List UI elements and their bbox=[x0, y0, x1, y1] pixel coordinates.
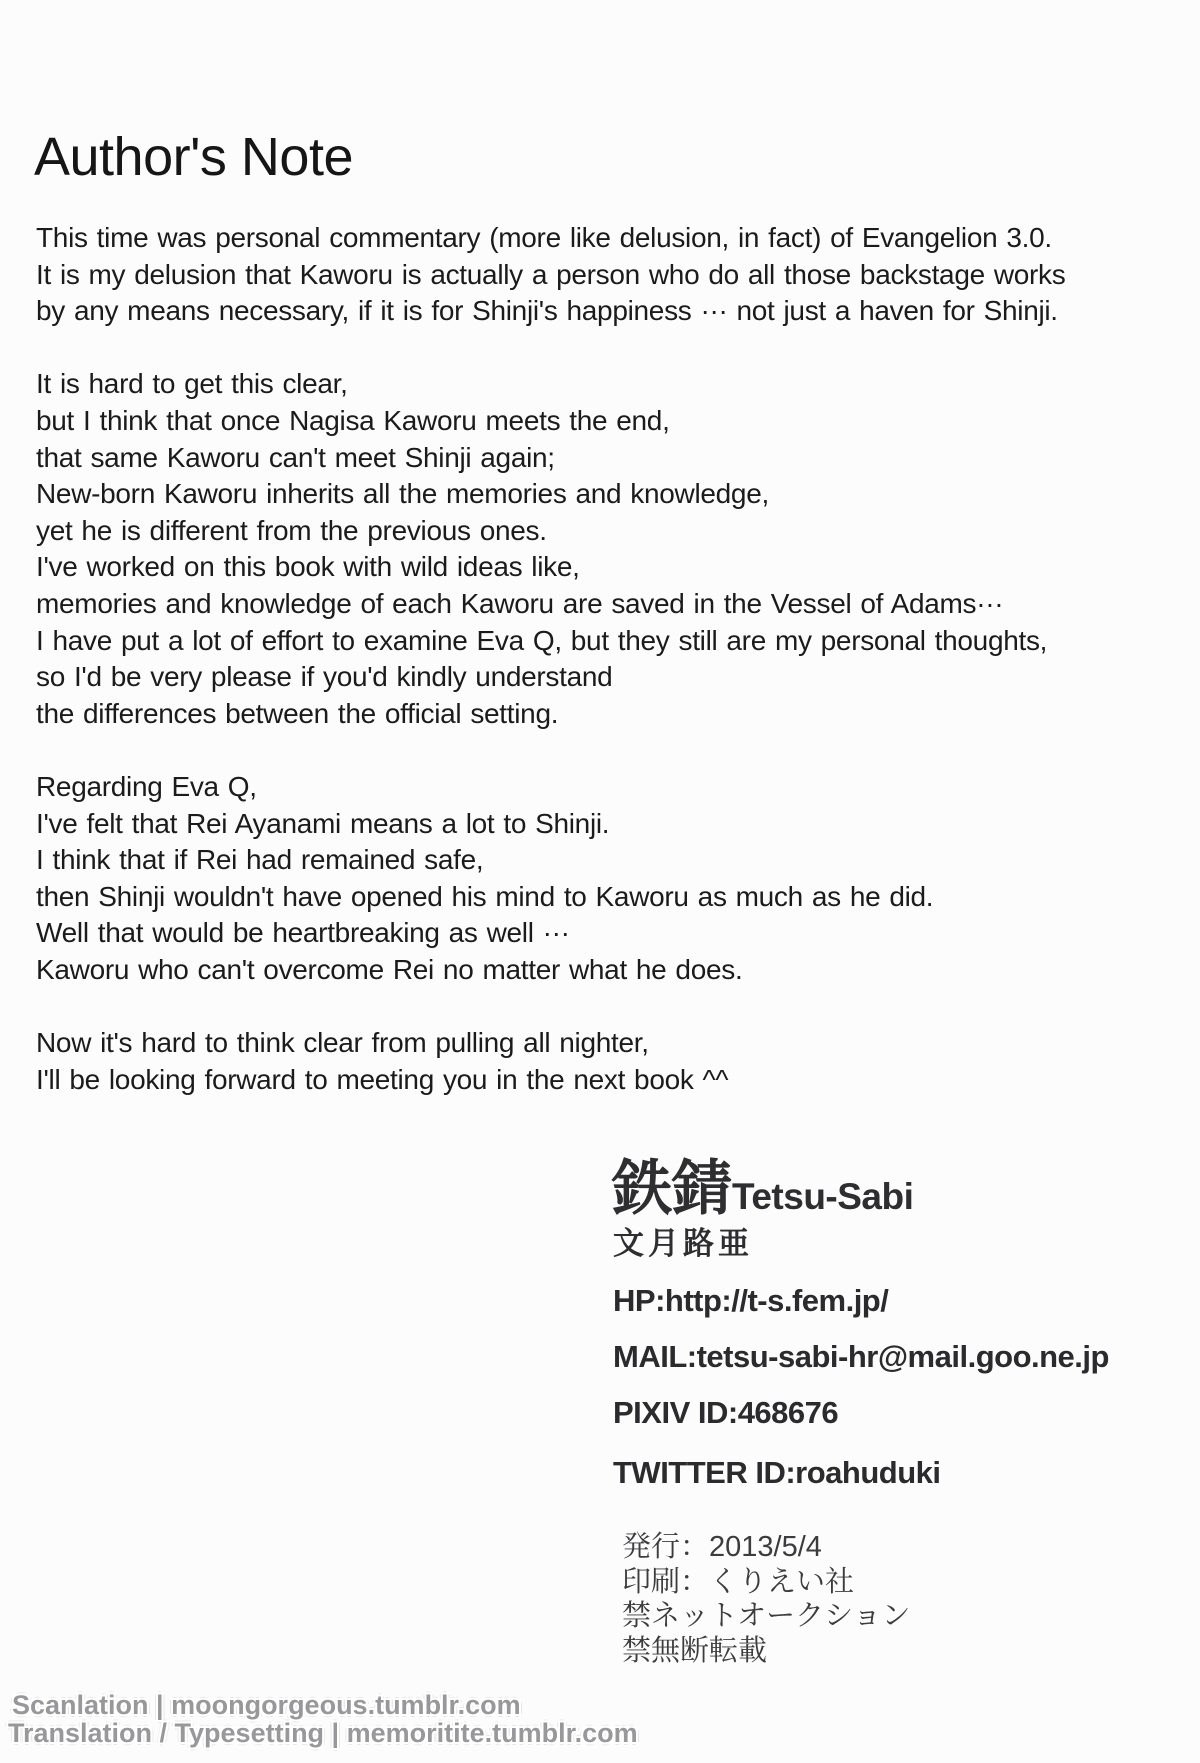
pixiv-id: PIXIV ID:468676 bbox=[613, 1395, 839, 1430]
note-line: Kaworu who can't overcome Rei no matter what he does. bbox=[36, 953, 743, 985]
note-line: by any means necessary, if it is for Shinji's happiness ··· not just a haven for Shinji. bbox=[36, 295, 1058, 327]
note-paragraph bbox=[36, 366, 1186, 732]
mail-address: MAIL:tetsu-sabi-hr@mail.goo.ne.jp bbox=[613, 1339, 1109, 1374]
translation-typesetting-credit: Translation / Typesetting | memoritite.tumblr.com bbox=[8, 1718, 638, 1748]
note-paragraph bbox=[36, 220, 1186, 330]
publication-line: 発行：2013/5/4 bbox=[622, 1531, 822, 1563]
note-line: This time was personal commentary (more like delusion, in fact) of Evangelion 3.0. bbox=[36, 222, 1052, 253]
page-title: Author's Note bbox=[34, 127, 353, 187]
circle-name-romaji: Tetsu-Sabi bbox=[732, 1176, 914, 1217]
scanlation-credit: Scanlation | moongorgeous.tumblr.com bbox=[12, 1690, 521, 1720]
hp-url: HP:http://t-s.fem.jp/ bbox=[613, 1283, 889, 1318]
author-name: 文月路亜 bbox=[613, 1226, 753, 1261]
note-line: I have put a lot of effort to examine Eva Q, but they still are my personal thoughts, bbox=[36, 624, 1048, 656]
publication-line: 禁ネットオークション bbox=[622, 1600, 911, 1632]
note-line: I'll be looking forward to meeting you in the next book ^^ bbox=[36, 1063, 729, 1095]
note-line: but I think that once Nagisa Kaworu meets the end, bbox=[36, 404, 670, 436]
note-line: I've worked on this book with wild ideas like, bbox=[36, 551, 580, 583]
note-line: I think that if Rei had remained safe, bbox=[36, 844, 484, 876]
note-line: It is hard to get this clear, bbox=[36, 368, 348, 400]
note-paragraph bbox=[36, 1025, 1186, 1098]
credits-block bbox=[612, 1156, 1172, 1667]
note-body bbox=[36, 220, 1186, 1135]
note-line: Well that would be heartbreaking as well ··· bbox=[36, 917, 570, 949]
circle-name-kanji: 鉄錆 bbox=[612, 1156, 732, 1222]
publication-line: 印刷：くりえい社 bbox=[622, 1565, 855, 1598]
note-line: New-born Kaworu inherits all the memories and knowledge, bbox=[36, 478, 769, 510]
note-line: It is my delusion that Kaworu is actually a person who do all those backstage works bbox=[36, 258, 1066, 290]
note-line: memories and knowledge of each Kaworu are saved in the Vessel of Adams··· bbox=[36, 587, 1004, 619]
note-line: the differences between the official setting. bbox=[36, 697, 559, 729]
note-line: then Shinji wouldn't have opened his mind to Kaworu as much as he did. bbox=[36, 880, 934, 912]
note-line: that same Kaworu can't meet Shinji again; bbox=[36, 441, 555, 473]
twitter-id: TWITTER ID:roahuduki bbox=[613, 1455, 941, 1490]
note-line: Now it's hard to think clear from pulling all nighter, bbox=[36, 1027, 649, 1059]
circle-name-row bbox=[612, 1158, 1172, 1220]
note-line: I've felt that Rei Ayanami means a lot to Shinji. bbox=[36, 807, 610, 839]
note-line: Regarding Eva Q, bbox=[36, 770, 257, 802]
publication-line: 禁無断転載 bbox=[622, 1634, 768, 1667]
note-paragraph bbox=[36, 769, 1186, 989]
note-line: yet he is different from the previous ones. bbox=[36, 514, 547, 546]
note-line: so I'd be very please if you'd kindly understand bbox=[36, 661, 613, 693]
publication-info bbox=[622, 1530, 911, 1668]
